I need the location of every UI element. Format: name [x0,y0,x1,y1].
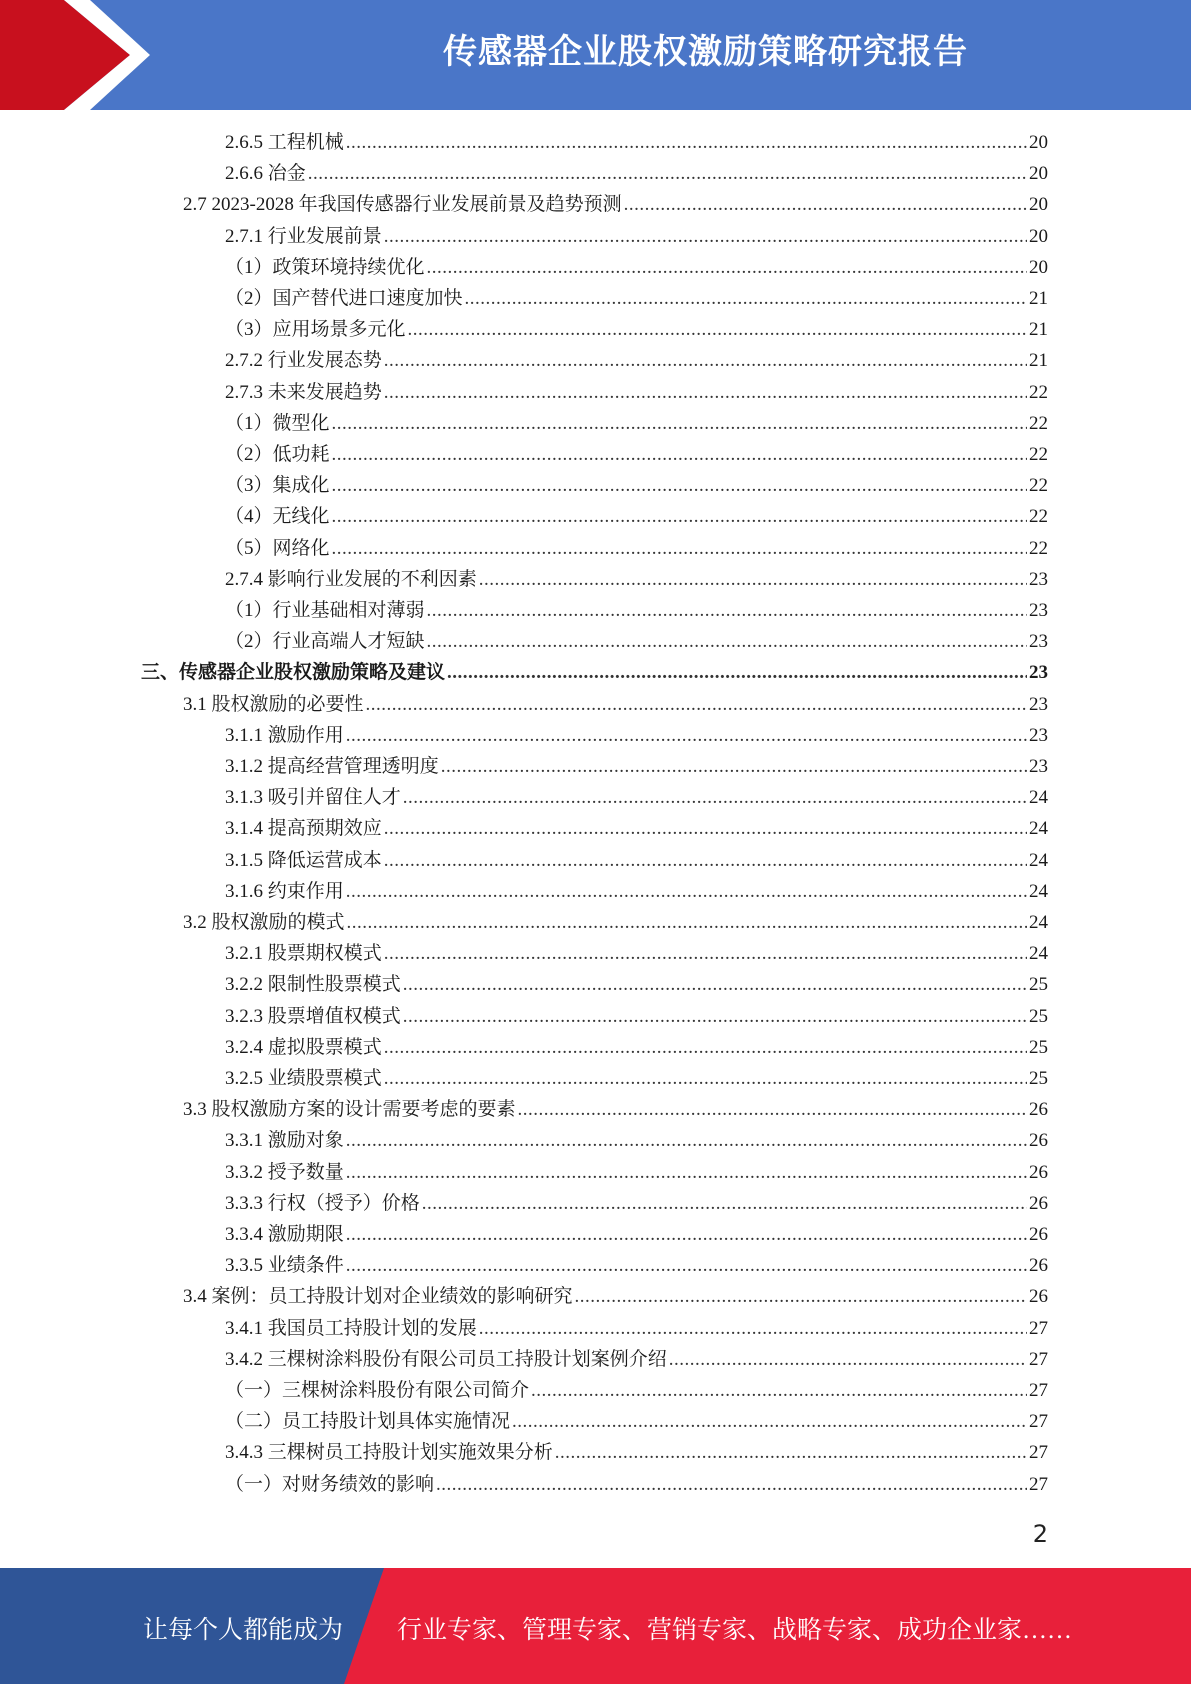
toc-entry-label: （2）行业高端人才短缺 [225,631,425,653]
toc-entry-page: 20 [1029,256,1048,278]
toc-entry-label: 3.1.1 激励作用 [225,724,344,746]
toc-leader-dots [427,252,1027,283]
toc-entry[interactable] [225,1437,1048,1468]
footer-slogan-left: 让每个人都能成为 [143,1617,344,1644]
toc-entry-page: 27 [1029,1442,1048,1464]
toc-entry-page: 20 [1029,225,1048,247]
toc-entry-page: 20 [1029,194,1048,216]
toc-entry-label: （1）微型化 [225,412,330,434]
toc-entry[interactable] [225,1219,1048,1250]
toc-entry-label: 3.1.2 提高经营管理透明度 [225,756,439,777]
toc-leader-dots [531,1375,1027,1406]
toc-entry-label: 3.2.5 业绩股票模式 [225,1068,382,1089]
toc-entry-page: 24 [1029,787,1048,809]
toc-entry[interactable] [225,845,1048,876]
toc-entry[interactable] [225,533,1048,564]
toc-entry-label: 3.1 股权激励的必要性 [183,693,364,715]
toc-entry-label: 三、传感器企业股权激励策略及建议 [141,662,446,684]
toc-entry-label: 3.2.4 虚拟股票模式 [225,1036,382,1058]
toc-entry-label: 3.4 案例：员工持股计划对企业绩效的影响研究 [183,1286,573,1308]
toc-entry-label: （3）应用场景多元化 [225,319,406,341]
toc-entry[interactable] [225,1406,1048,1437]
toc-entry[interactable] [225,408,1048,439]
toc-entry-page: 23 [1029,631,1048,653]
toc-entry-label: （1）政策环境持续优化 [225,256,425,278]
toc-entry-page: 25 [1029,1036,1048,1058]
toc-leader-dots [555,1437,1027,1468]
toc-entry-page: 25 [1029,1005,1048,1027]
toc-leader-dots [422,1188,1027,1219]
toc-entry[interactable] [225,1469,1048,1500]
toc-entry[interactable] [225,501,1048,532]
toc-entry[interactable] [183,689,1048,720]
toc-leader-dots [427,626,1027,657]
toc-leader-dots [347,907,1027,938]
toc-entry-page: 26 [1029,1099,1048,1121]
toc-leader-dots [447,657,1027,688]
toc-entry-label: （一）对财务绩效的影响 [225,1473,435,1495]
toc-entry-page: 22 [1029,506,1048,528]
toc-leader-dots [384,1063,1027,1094]
toc-entry-label: 3.1.3 吸引并留住人才 [225,787,401,809]
toc-entry-label: 3.3.4 激励期限 [225,1224,344,1245]
toc-entry-page: 27 [1029,1411,1048,1433]
toc-entry[interactable] [225,1157,1048,1188]
toc-entry[interactable] [225,1313,1048,1344]
toc-entry-page: 24 [1029,943,1048,965]
toc-entry-page: 27 [1029,1348,1048,1370]
toc-entry[interactable] [225,1032,1048,1063]
toc-leader-dots [332,439,1027,470]
toc-entry-label: （一）三棵树涂料股份有限公司简介 [225,1380,530,1401]
toc-entry-page: 26 [1029,1224,1048,1245]
toc-entry[interactable] [225,564,1048,595]
toc-entry-page: 22 [1029,412,1048,434]
toc-entry-page: 24 [1029,818,1048,840]
toc-leader-dots [346,127,1027,158]
document-title: 传感器企业股权激励策略研究报告 [443,32,968,72]
toc-entry-label: 2.7.2 行业发展态势 [225,350,382,372]
toc-entry-label: 2.6.6 冶金 [225,163,306,185]
toc-leader-dots [308,158,1027,189]
toc-entry-label: 2.7.3 未来发展趋势 [225,381,382,403]
toc-leader-dots [403,782,1027,813]
toc-entry[interactable] [225,439,1048,470]
toc-entry-label: 3.2.1 股票期权模式 [225,943,382,965]
toc-entry-label: 2.6.5 工程机械 [225,132,344,153]
toc-entry-label: 3.3.2 授予数量 [225,1161,344,1183]
toc-leader-dots [346,1125,1027,1156]
toc-entry-label: 3.4.3 三棵树员工持股计划实施效果分析 [225,1442,553,1464]
toc-entry-page: 21 [1029,319,1048,341]
toc-entry-label: （2）国产替代进口速度加快 [225,288,463,309]
toc-entry[interactable] [225,470,1048,501]
toc-entry[interactable] [225,938,1048,969]
toc-leader-dots [332,470,1027,501]
toc-entry-label: （3）集成化 [225,475,330,497]
toc-entry-page: 23 [1029,756,1048,777]
toc-entry-page: 22 [1029,475,1048,497]
toc-entry-page: 22 [1029,537,1048,559]
toc-leader-dots [624,189,1027,220]
toc-entry-label: 3.2 股权激励的模式 [183,912,345,933]
toc-leader-dots [384,845,1027,876]
toc-entry[interactable] [225,1344,1048,1375]
toc-entry-page: 27 [1029,1473,1048,1495]
toc-entry[interactable] [183,1281,1048,1312]
toc-leader-dots [408,314,1027,345]
toc-entry-label: 2.7.4 影响行业发展的不利因素 [225,568,477,590]
toc-entry[interactable] [225,158,1048,189]
toc-entry[interactable] [183,1094,1048,1125]
toc-entry-label: 3.3.1 激励对象 [225,1130,344,1152]
toc-entry-label: 2.7.1 行业发展前景 [225,225,382,247]
toc-entry[interactable] [225,1001,1048,1032]
toc-leader-dots [332,501,1027,532]
toc-leader-dots [479,564,1027,595]
toc-leader-dots [575,1281,1027,1312]
toc-entry-page: 23 [1029,724,1048,746]
toc-entry-page: 26 [1029,1286,1048,1308]
toc-leader-dots [669,1344,1027,1375]
toc-entry-page: 26 [1029,1130,1048,1152]
toc-entry[interactable] [183,907,1048,938]
toc-entry[interactable] [225,1375,1048,1406]
toc-leader-dots [479,1313,1027,1344]
toc-leader-dots [332,533,1027,564]
toc-entry-page: 23 [1029,568,1048,590]
toc-entry-label: （4）无线化 [225,506,330,528]
footer-slogan-right: 行业专家、管理专家、营销专家、战略专家、成功企业家…… [397,1617,1073,1644]
toc-leader-dots [384,377,1027,408]
toc-entry[interactable] [225,782,1048,813]
toc-entry[interactable] [225,1063,1048,1094]
toc-entry-page: 24 [1029,849,1048,871]
toc-leader-dots [384,345,1027,376]
toc-entry-page: 24 [1029,880,1048,902]
toc-entry-page: 22 [1029,381,1048,403]
toc-leader-dots [366,689,1027,720]
toc-entry-page: 26 [1029,1192,1048,1214]
toc-entry[interactable] [225,221,1048,252]
page-number: 2 [1032,1520,1048,1548]
toc-entry[interactable] [141,657,1048,688]
toc-leader-dots [346,1250,1027,1281]
toc-entry-page: 26 [1029,1161,1048,1183]
toc-leader-dots [384,813,1027,844]
toc-entry-page: 27 [1029,1317,1048,1339]
toc-entry-label: 3.4.2 三棵树涂料股份有限公司员工持股计划案例介绍 [225,1348,667,1370]
toc-entry-label: （二）员工持股计划具体实施情况 [225,1411,511,1433]
toc-leader-dots [346,720,1027,751]
toc-leader-dots [346,1157,1027,1188]
toc-entry-page: 27 [1029,1380,1048,1401]
toc-entry[interactable] [225,813,1048,844]
toc-leader-dots [346,876,1027,907]
toc-entry[interactable] [225,1125,1048,1156]
toc-entry-label: 3.1.4 提高预期效应 [225,818,382,840]
toc-entry-page: 25 [1029,974,1048,996]
toc-entry[interactable] [225,314,1048,345]
toc-entry[interactable] [225,252,1048,283]
toc-entry-page: 24 [1029,912,1048,933]
toc-entry-page: 22 [1029,444,1048,465]
toc-entry-page: 21 [1029,288,1048,309]
page-header [0,0,1191,110]
toc-entry-label: （1）行业基础相对薄弱 [225,600,425,621]
toc-leader-dots [384,221,1027,252]
toc-entry-label: 3.4.1 我国员工持股计划的发展 [225,1317,477,1339]
toc-entry[interactable] [225,751,1048,782]
toc-leader-dots [403,1001,1027,1032]
toc-entry[interactable] [225,127,1048,158]
toc-leader-dots [427,595,1027,626]
toc-leader-dots [518,1094,1027,1125]
toc-entry[interactable] [225,345,1048,376]
toc-leader-dots [465,283,1027,314]
toc-leader-dots [384,1032,1027,1063]
toc-entry[interactable] [225,595,1048,626]
toc-leader-dots [384,938,1027,969]
toc-entry-label: 3.2.2 限制性股票模式 [225,974,401,996]
toc-entry-label: 3.3.3 行权（授予）价格 [225,1192,420,1214]
toc-entry-label: 2.7 2023-2028 年我国传感器行业发展前景及趋势预测 [183,194,622,216]
toc-entry-page: 20 [1029,132,1048,153]
page-footer [0,1568,1191,1684]
toc-entry-label: 3.1.5 降低运营成本 [225,849,382,871]
toc-leader-dots [346,1219,1027,1250]
toc-entry[interactable] [225,876,1048,907]
toc-entry[interactable] [225,1188,1048,1219]
toc-entry-page: 23 [1029,662,1048,684]
toc-entry-page: 20 [1029,163,1048,185]
toc-entry[interactable] [225,626,1048,657]
toc-entry-page: 26 [1029,1255,1048,1277]
toc-entry-label: 3.1.6 约束作用 [225,880,344,902]
toc-entry-label: 3.3.5 业绩条件 [225,1255,344,1277]
toc-leader-dots [436,1469,1027,1500]
toc-entry[interactable] [225,283,1048,314]
toc-entry[interactable] [183,189,1048,220]
toc-entry-label: 3.3 股权激励方案的设计需要考虑的要素 [183,1099,516,1121]
toc-entry-label: 3.2.3 股票增值权模式 [225,1005,401,1027]
toc-entry-label: （2）低功耗 [225,444,330,465]
toc-leader-dots [403,969,1027,1000]
toc-leader-dots [512,1406,1027,1437]
toc-leader-dots [441,751,1027,782]
toc-entry-page: 25 [1029,1068,1048,1089]
toc-entry-page: 21 [1029,350,1048,372]
toc-entry[interactable] [225,1250,1048,1281]
toc-leader-dots [332,408,1027,439]
toc-entry[interactable] [225,969,1048,1000]
toc-entry-page: 23 [1029,600,1048,621]
toc-entry-page: 23 [1029,693,1048,715]
toc-entry-label: （5）网络化 [225,537,330,559]
toc-entry[interactable] [225,720,1048,751]
toc-entry[interactable] [225,377,1048,408]
